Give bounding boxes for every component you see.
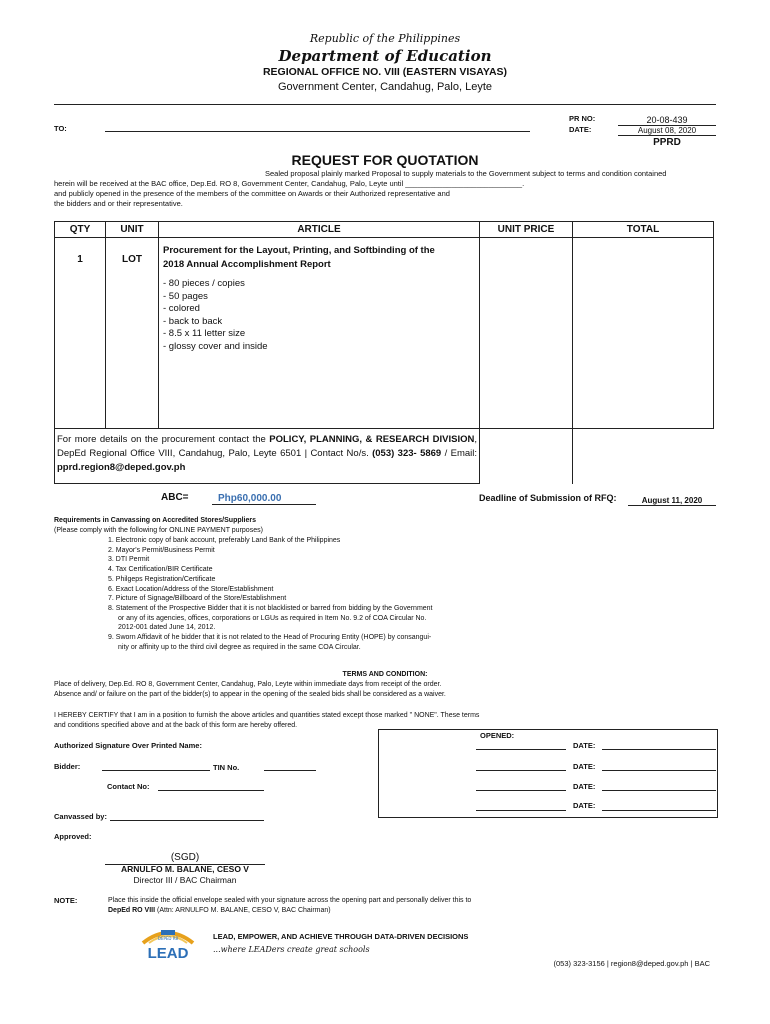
tin-label: TIN No. [213,763,240,772]
list-item: 4. Tax Certification/BIR Certificate [108,566,213,574]
list-item: 7. Picture of Signage/Billboard of the Store/Establishment [108,595,287,603]
office-code: PPRD [653,137,681,148]
list-item: 8. Statement of the Prospective Bidder that it is not blacklisted or barred from bidding by the Government [108,604,433,612]
canvassed-label: Canvassed by: [54,812,107,821]
contact-phone: (053) 323- [372,448,417,459]
office-address: Government Center, Candahug, Palo, Leyte [277,81,493,93]
note-label: NOTE: [54,896,78,905]
contact-row [55,429,714,484]
abc-label: ABC= [161,492,189,503]
spec-item: - glossy cover and inside [163,340,268,352]
spec-item: - 8.5 x 11 letter size [163,328,246,339]
intro-line-4: the bidders and or their representative. [54,199,183,208]
contact-text: For more details on the procurement contact the [57,434,270,445]
certify-line-2: and conditions specified above and at the back of this form are hereby offered. [54,722,298,729]
intro-line-2: herein will be received at the BAC office, Dep.Ed. RO 8, Government Center, Candahug, Palo, Leyte until ____________________________. [54,179,525,188]
contact-division: DIVISION [432,434,475,445]
contact-phone-ext: 5869 [420,448,442,459]
qty-value: 1 [77,254,83,265]
unit-header: UNIT [106,222,159,238]
spec-item: - 80 pieces / copies [163,278,245,289]
opened-field-1[interactable] [476,749,566,750]
to-field[interactable] [105,131,530,132]
sgd-mark: (SGD) [170,852,200,863]
signatory-name: ARNULFO M. BALANE, CESO V [121,864,249,874]
bidder-label: Bidder: [54,762,81,771]
regional-office-heading: REGIONAL OFFICE NO. VIII (EASTERN VISAYAS) [262,66,508,78]
qty-cell [55,238,106,429]
qty-header: QTY [55,222,106,238]
authorized-signature-label: Authorized Signature Over Printed Name: [54,741,202,750]
document-title: REQUEST FOR QUOTATION [291,152,479,168]
spec-item: - colored [163,303,200,314]
deadline-label: Deadline of Submission of RFQ: [479,493,617,503]
intro-line-1: Sealed proposal plainly marked Proposal to supply materials to the Government subject to terms and condition contained [265,169,667,178]
list-item: 3. DTI Permit [108,556,150,564]
contact-row-spacer-2 [573,429,714,484]
requirements-list [108,536,433,652]
list-item: 6. Exact Location/Address of the Store/Establishment [108,585,274,593]
certify-line-1: I HEREBY CERTIFY that I am in a position to furnish the above articles and quantities stated except those marked " NONE". These terms [54,712,480,719]
unit-cell [106,238,159,429]
items-table [54,221,714,484]
pr-no-label: PR NO: [569,114,596,123]
footer-motto: LEAD, EMPOWER, AND ACHIEVE THROUGH DATA-DRIVEN DECISIONS [213,932,469,941]
contact-email-label: / Email: [441,448,478,459]
republic-heading: Republic of the Philippines [309,32,461,45]
note-recipient: DepEd RO VIII [108,907,156,914]
unit-price-cell[interactable] [480,238,573,429]
total-header: TOTAL [573,222,714,238]
table-row [55,238,714,429]
contact-email[interactable]: pprd.region8@deped.gov.ph [57,462,186,473]
opened-label: OPENED: [480,731,515,740]
spec-item: - back to back [163,315,223,327]
contact-row-spacer [480,429,573,484]
list-item: nity or affinity up to the third civil degree as required in the same COA Circular. [118,643,361,651]
contact-cell [55,429,480,484]
list-item: 2012-001 dated June 14, 2012. [118,624,216,632]
approved-label: Approved: [54,832,92,841]
department-heading: Department of Education [278,47,492,65]
bidder-field[interactable] [102,770,210,771]
abc-value: Php60,000.00 [212,493,316,505]
list-item: 9. Sworn Affidavit of he bidder that it is not related to the Head of Procuring Entity (HOPE) by consangui- [108,634,432,642]
logo-caption: DEPED R8 [157,936,179,941]
terms-line-2: Absence and/ or failure on the part of the bidder(s) to appear in the opening of the sealed bids shall be considered as a waiver. [54,691,446,698]
lead-logo [137,921,199,963]
article-title-line-2: 2018 Annual Accomplishment Report [163,259,331,270]
intro-line-3: and publicly opened in the presence of the members of the committee on Awards or their Authorized representative and [54,189,450,198]
list-item: 2. Mayor's Permit/Business Permit [108,546,215,554]
opened-field-3[interactable] [476,790,566,791]
opened-date-label-3: DATE: [573,782,596,791]
requirements-subtitle: (Please comply with the following for ONLINE PAYMENT purposes) [54,527,263,534]
pr-no-value: 20-08-439 [618,115,716,126]
table-header-row [55,222,714,238]
contact-address: , DepEd Regional Office VIII, Candahug, Palo, Leyte 6501 | Contact No/s. [57,434,477,459]
terms-line-1: Place of delivery, Dep.Ed. RO 8, Government Center, Candahug, Palo, Leyte within immediate days from receipt of the order. [54,681,442,688]
opened-field-2[interactable] [476,770,566,771]
header-divider [54,104,716,105]
article-specs [163,278,475,353]
terms-title: TERMS AND CONDITION: [342,671,428,678]
article-title-line-1: Procurement for the Layout, Printing, and Softbinding of the [163,245,435,256]
note-line-1: Place this inside the official envelope sealed with your signature across the opening part and personally deliver this to [108,897,472,904]
opened-date-field-4[interactable] [602,810,716,811]
list-item: 5. Philgeps Registration/Certificate [108,575,216,583]
footer-tagline: ...where LEADers create great schools [213,945,370,954]
to-label: TO: [54,124,67,133]
unit-price-header: UNIT PRICE [480,222,573,238]
list-item: or any of its agencies, offices, corporations or LGUs as required in Item No. 9.2 of COA Circular No. [118,614,427,622]
contact-no-label: Contact No: [107,782,150,791]
contact-no-field[interactable] [158,790,264,791]
opened-date-field-3[interactable] [602,790,716,791]
spec-item: - 50 pages [163,290,208,302]
opened-date-label-4: DATE: [573,801,596,810]
article-header: ARTICLE [159,222,480,238]
opened-field-4[interactable] [476,810,566,811]
requirements-title: Requirements in Canvassing on Accredited Stores/Suppliers [54,517,257,524]
canvassed-field[interactable] [110,820,264,821]
tin-field[interactable] [264,770,316,771]
article-title [163,244,475,272]
total-cell[interactable] [573,238,714,429]
contact-office: POLICY, PLANNING, & RESEARCH [269,434,430,445]
signatory-position: Director III / BAC Chairman [133,875,237,885]
opened-date-field-2[interactable] [602,770,716,771]
opened-box [378,729,718,818]
unit-value: LOT [122,254,142,265]
lead-logo-graphic [137,921,199,963]
date-label: DATE: [569,125,592,134]
note-line-2 [108,906,331,916]
logo-wordmark: LEAD [147,945,189,962]
opened-date-field-1[interactable] [602,749,716,750]
note-attention: (Attn: ARNULFO M. BALANE, CESO V, BAC Chairman) [155,907,331,914]
date-value: August 08, 2020 [618,126,716,136]
deadline-value: August 11, 2020 [628,496,716,506]
opened-date-label-2: DATE: [573,762,596,771]
article-cell [159,238,480,429]
footer-contact: (053) 323-3156 | region8@deped.gov.ph | BAC [553,959,710,968]
opened-date-label-1: DATE: [573,741,596,750]
list-item: 1. Electronic copy of bank account, preferably Land Bank of the Philippines [108,537,341,544]
